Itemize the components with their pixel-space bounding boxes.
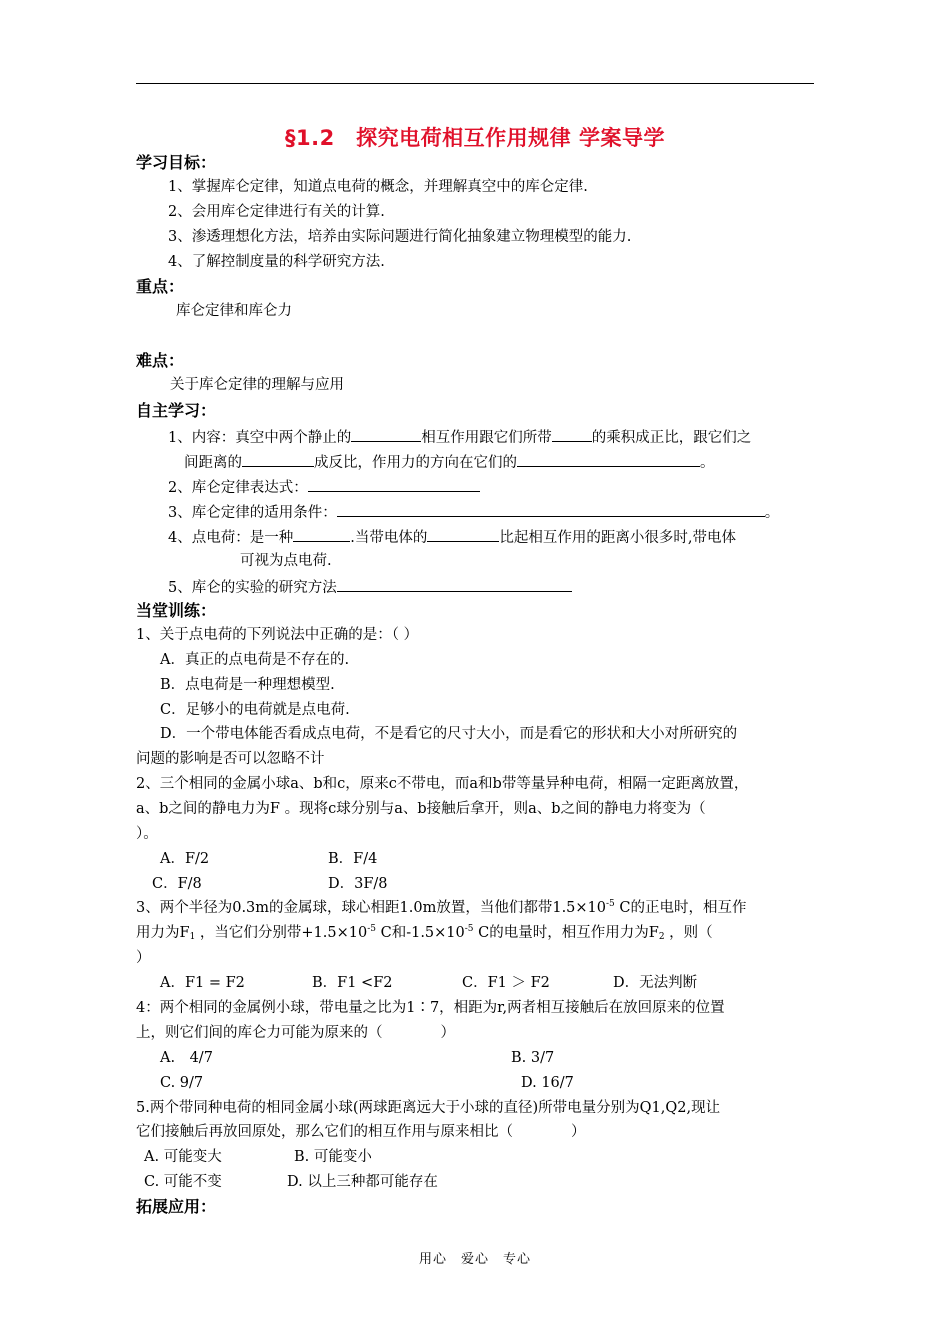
objective-item: 2、会用库仑定律进行有关的计算. [168,204,385,220]
objectives-heading: 学习目标： [136,153,217,172]
q1-blank-1[interactable] [351,426,421,442]
self-study-heading: 自主学习： [136,401,217,420]
p1-option-d-line2: 问题的影响是否可以忽略不计 [136,751,325,767]
p5-line1: 5.两个带同种电荷的相同金属小球(两球距离远大于小球的直径)所带电量分别为Q1,Q2,现让 [136,1100,721,1116]
difficulties-heading: 难点： [136,351,185,370]
p4-line1: 4：两个相同的金属例小球，带电量之比为1∶7，相距为r,两者相互接触后在放回原来的位置 [136,1000,725,1016]
p4-option-d: D. 16/7 [521,1075,574,1091]
q4-text-d: 可视为点电荷. [240,553,332,569]
p5-option-b: B. 可能变小 [294,1149,372,1165]
q4-text-a: 4、点电荷：是一种 [168,530,294,546]
p1-option-d-line1: D．一个带电体能否看成点电荷，不是看它的尺寸大小，而是看它的形状和大小对所研究的 [160,726,738,742]
q1-text-f: 。 [700,455,715,471]
q1-text-d: 间距离的 [184,455,242,471]
page-title: §1.2 探究电荷相互作用规律 学案导学 [284,126,665,150]
p2-line3: ）。 [136,826,158,842]
q4-blank-1[interactable] [293,526,350,542]
q1-text-c: 的乘积成正比，跟它们之 [591,430,752,446]
p2-option-a: A．F/2 [160,851,210,867]
q3-text-a: 3、库仑定律的适用条件： [168,505,337,521]
p3-line3: ） [136,950,151,966]
p3-text: ，则（ [664,925,713,941]
p1-option-b: B．点电荷是一种理想模型. [160,677,335,693]
p4-line2: 上，则它们间的库仑力可能为原来的（ ） [136,1025,455,1041]
p2-option-c: C．F/8 [152,876,202,892]
q3-blank[interactable] [337,501,765,517]
q1-blank-2[interactable] [552,426,592,442]
p5-option-a: A. 可能变大 [144,1149,222,1165]
p2-line2: a、b之间的静电力为F 。现将c球分别与a、b接触后拿开，则a、b之间的静电力将变为（ [136,801,706,817]
p1-stem: 1、关于点电荷的下列说法中正确的是：（ ） [136,627,419,643]
key-points-heading: 重点： [136,277,185,296]
q2-blank[interactable] [308,476,480,492]
q3-text-b: 。 [764,505,780,521]
key-points-text: 库仑定律和库仑力 [176,303,292,319]
p3-line2 [136,923,713,943]
objective-item: 3、渗透理想化方法，培养由实际问题进行简化抽象建立物理模型的能力. [168,229,632,245]
objective-item: 1、掌握库仑定律，知道点电荷的概念，并理解真空中的库仑定律. [168,179,588,195]
p3-exponent: -5 [367,924,376,934]
p1-option-c: C．足够小的电荷就是点电荷. [160,702,350,718]
objective-item: 4、了解控制度量的科学研究方法. [168,254,385,270]
q4-text-c: 比起相互作用的距离小很多时,带电体 [499,530,736,546]
p4-option-a: A. 4/7 [160,1050,213,1066]
p5-line2: 它们接触后再放回原处，那么它们的相互作用与原来相比（ ） [136,1124,586,1140]
q2-text-a: 2、库仑定律表达式： [168,480,308,496]
p3-exponent: -5 [606,899,615,909]
p3-subscript: 1 [189,932,196,942]
self-study-q2 [168,476,480,498]
p2-option-b: B．F/4 [328,851,378,867]
p3-line1 [136,898,747,918]
q5-text-a: 5、库仑的实验的研究方法 [168,580,337,596]
self-study-q1-line1 [168,426,751,448]
q4-text-b: .当带电体的 [350,530,428,546]
q1-blank-3[interactable] [242,451,314,467]
extension-heading: 拓展应用： [136,1197,217,1216]
difficulties-text: 关于库仑定律的理解与应用 [170,377,344,393]
header-rule [136,83,814,84]
p1-option-a: A．真正的点电荷是不存在的. [160,652,350,668]
p3-text: 用力为F [136,925,190,941]
self-study-q3 [168,501,779,523]
p3-subscript: 2 [658,932,665,942]
p3-text: ，当它们分别带+1.5×10 [195,925,368,941]
self-study-q1-line2 [184,451,715,473]
q1-text-e: 成反比，作用力的方向在它们的 [314,455,517,471]
q4-blank-2[interactable] [427,526,499,542]
p2-line1: 2、三个相同的金属小球a、b和c，原来c不带电，而a和b带等量异种电荷，相隔一定距离放置， [136,776,749,792]
self-study-q4-line1 [168,526,736,548]
practice-heading: 当堂训练： [136,601,217,620]
p3-exponent: -5 [464,924,474,934]
p3-text: C和-1.5×10 [376,925,465,941]
p5-option-d: D. 以上三种都可能存在 [287,1174,438,1190]
p3-option-a: A．F1 = F2 [160,975,245,991]
p3-text: C的电量时，相互作用力为F [473,925,659,941]
self-study-q5 [168,576,572,598]
p3-option-b: B．F1 <F2 [312,975,393,991]
p3-option-d: D．无法判断 [613,975,698,991]
q1-blank-4[interactable] [517,451,700,467]
q5-blank[interactable] [337,576,572,592]
p2-option-d: D．3F/8 [328,876,388,892]
p4-option-c: C. 9/7 [160,1075,204,1091]
page-footer: 用心 爱心 专心 [418,1252,531,1267]
p3-text: C的正电时，相互作 [614,900,747,916]
q1-text-a: 1、内容：真空中两个静止的 [168,430,352,446]
p4-option-b: B. 3/7 [511,1050,555,1066]
p3-text: 3、两个半径为0.3m的金属球，球心相距1.0m放置，当他们都带1.5×10 [136,900,607,916]
p5-option-c: C. 可能不变 [144,1174,222,1190]
p3-option-c: C．F1 ＞ F2 [462,975,550,991]
q1-text-b: 相互作用跟它们所带 [421,430,552,446]
